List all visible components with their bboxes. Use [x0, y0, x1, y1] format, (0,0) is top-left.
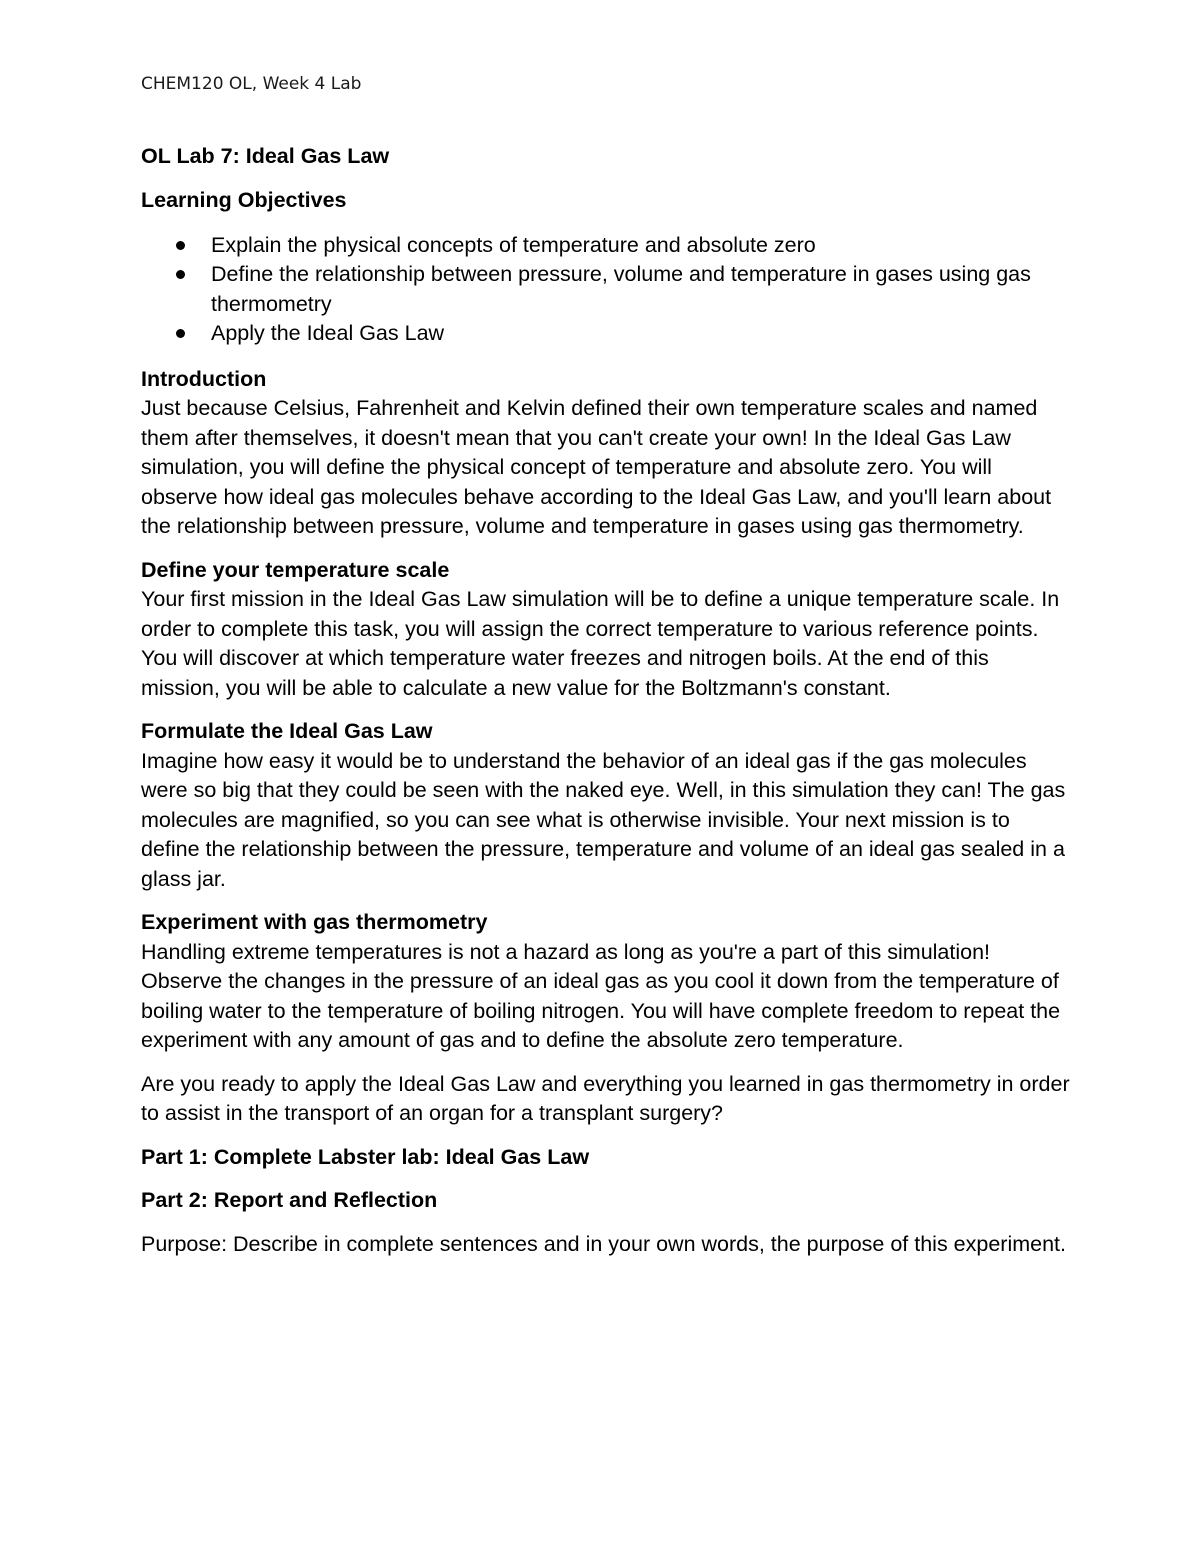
objective-item [141, 319, 1071, 349]
purpose-prompt: Purpose: Describe in complete sentences and in your own words, the purpose of this experiment. [141, 1231, 1066, 1256]
objective-text: Explain the physical concepts of temperature and absolute zero [211, 232, 816, 257]
section-gas-thermometry [141, 908, 1071, 1056]
bullet-icon [176, 270, 185, 279]
section-heading: Introduction [141, 366, 267, 391]
section-temperature-scale [141, 556, 1071, 704]
section-body: Your first mission in the Ideal Gas Law simulation will be to define a unique temperature scale. In order to complete this task, you will assign the correct temperature to various reference points. You will discover at which temperature water freezes and nitrogen boils. At the end of this mission, you will be able to calculate a new value for the Boltzmann's constant. [141, 587, 1060, 700]
part-1-heading: Part 1: Complete Labster lab: Ideal Gas Law [141, 1144, 590, 1169]
section-body: Just because Celsius, Fahrenheit and Kelvin defined their own temperature scales and named them after themselves, it doesn't mean that you can't create your own! In the Ideal Gas Law simulation, you will define the physical concept of temperature and absolute zero. You will observe how ideal gas molecules behave according to the Ideal Gas Law, and you'll learn about the relationship between pressure, volume and temperature in gases using gas thermometry. [141, 396, 1052, 538]
objective-item [141, 260, 1071, 319]
section-body: Handling extreme temperatures is not a hazard as long as you're a part of this simulation! Observe the changes in the pressure of an ideal gas as you cool it down from the temperature of boiling water to the temperature of boiling nitrogen. You will have complete freedom to repeat the experiment with any amount of gas and to define the absolute zero temperature. [141, 939, 1061, 1052]
bullet-icon [176, 329, 185, 338]
objective-item [141, 231, 1071, 261]
document-body [141, 140, 1071, 1273]
section-heading: Define your temperature scale [141, 557, 450, 582]
part-2-heading: Part 2: Report and Reflection [141, 1188, 438, 1212]
closing-question: Are you ready to apply the Ideal Gas Law and everything you learned in gas thermometry in order to assist in the transport of an organ for a transplant surgery? [141, 1071, 1070, 1125]
objectives-heading: Learning Objectives [141, 188, 347, 212]
section-ideal-gas-law [141, 717, 1071, 894]
section-body: Imagine how easy it would be to understand the behavior of an ideal gas if the gas molecules were so big that they could be seen with the naked eye. Well, in this simulation they can! The gas molecules are magnified, so you can see what is otherwise invisible. Your next mission is to define the relationship between the pressure, temperature and volume of an ideal gas sealed in a glass jar. [141, 748, 1066, 891]
section-heading: Formulate the Ideal Gas Law [141, 719, 433, 743]
running-header: CHEM120 OL, Week 4 Lab [141, 74, 362, 94]
objective-text: Apply the Ideal Gas Law [211, 321, 445, 345]
section-introduction [141, 365, 1071, 542]
objectives-list [141, 231, 1071, 349]
document-title: OL Lab 7: Ideal Gas Law [141, 144, 390, 168]
bullet-icon [176, 241, 185, 250]
section-heading: Experiment with gas thermometry [141, 910, 488, 934]
objective-text: Define the relationship between pressure, volume and temperature in gases using gas thermometry [211, 262, 1031, 316]
